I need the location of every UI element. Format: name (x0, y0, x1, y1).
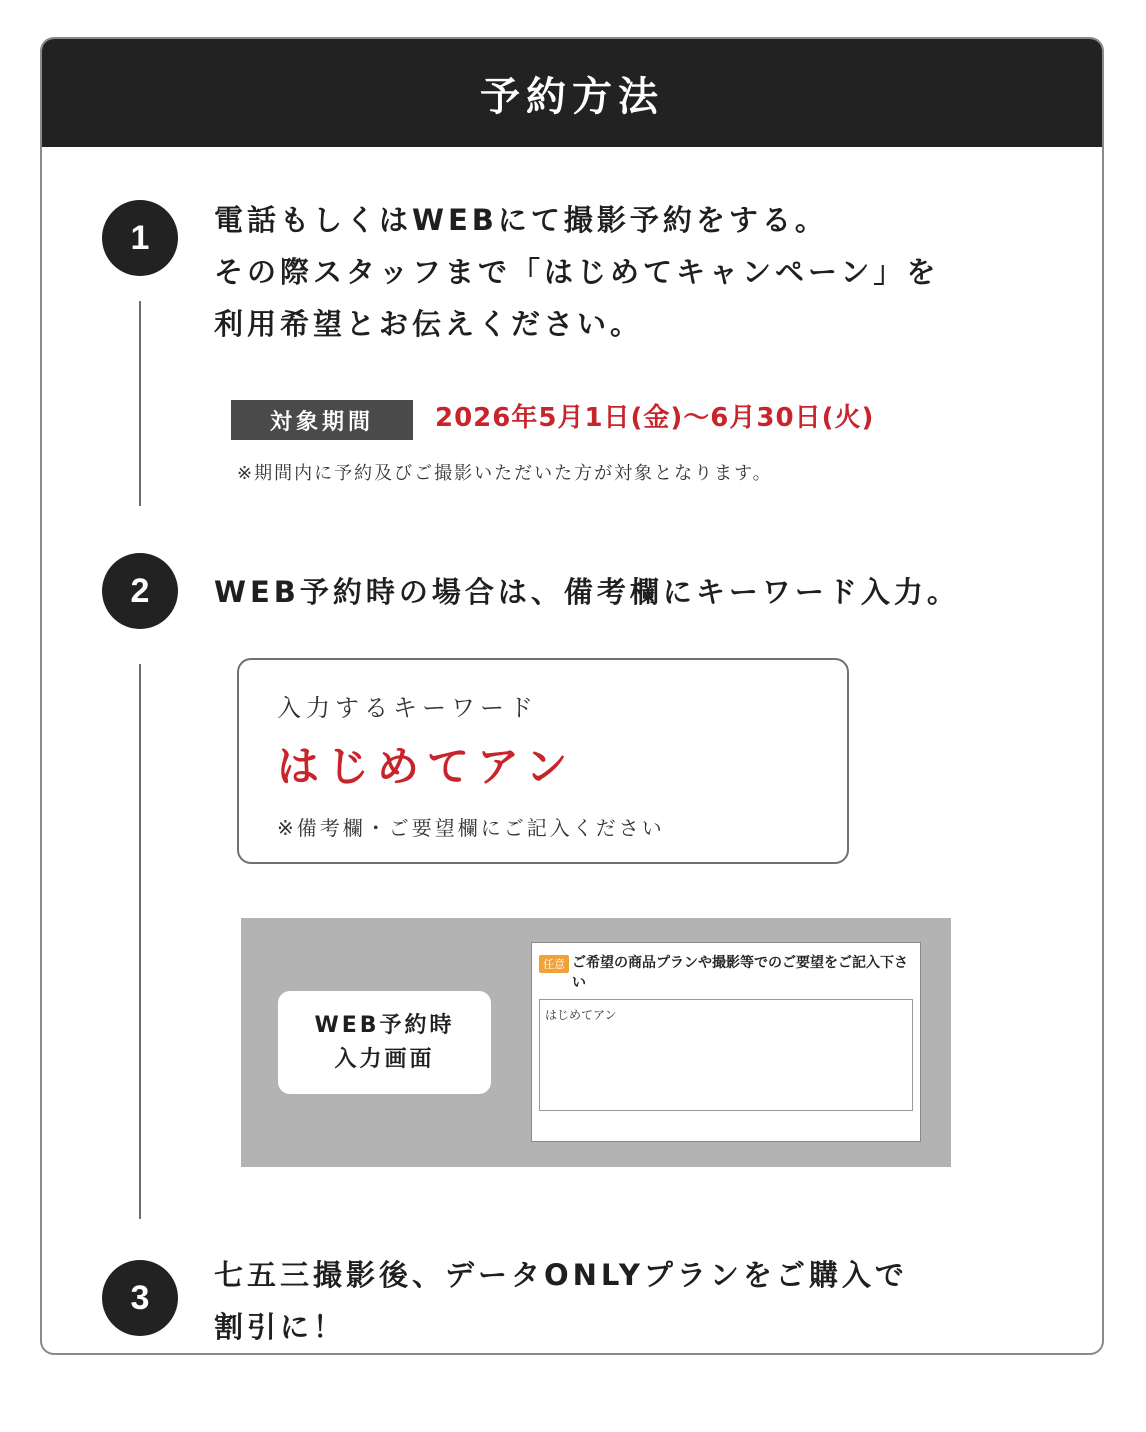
period-badge: 対象期間 (231, 400, 413, 440)
keyword-note: ※備考欄・ご要望欄にご記入ください (277, 816, 665, 840)
step-1-number: 1 (102, 200, 178, 276)
step-1-text (214, 194, 939, 350)
form-screenshot (531, 942, 921, 1142)
period-dates: 2026年5月1日(金)〜6月30日(火) (435, 403, 875, 433)
step-1-line-3: 利用希望とお伝えください。 (214, 307, 644, 341)
step-3-line-2: 割引に！ (214, 1310, 347, 1344)
web-screen-label-line-1: WEB予約時 (314, 1012, 455, 1038)
step-1-connector (139, 301, 141, 506)
web-screen-label-line-2: 入力画面 (334, 1046, 435, 1072)
step-2-text (214, 566, 960, 618)
step-1-line-2: その際スタッフまで「はじめてキャンペーン」を (214, 255, 940, 289)
period-note: ※期間内に予約及びご撮影いただいた方が対象となります。 (237, 463, 773, 484)
optional-tag: 任意 (539, 955, 569, 973)
reservation-card (40, 37, 1104, 1355)
web-screen-example (241, 918, 951, 1167)
remarks-textarea: はじめてアン (539, 999, 913, 1111)
step-3-text (214, 1249, 908, 1353)
step-2-number: 2 (102, 553, 178, 629)
step-3-line-1: 七五三撮影後、データONLYプランをご購入で (214, 1258, 908, 1292)
keyword-label: 入力するキーワード (277, 694, 538, 722)
web-screen-label (278, 991, 491, 1094)
step-3-number: 3 (102, 1260, 178, 1336)
step-2-connector (139, 664, 141, 1219)
keyword-value: はじめてアン (277, 742, 576, 791)
keyword-box (237, 658, 849, 864)
card-header (42, 39, 1102, 147)
step-1-line-1: 電話もしくはWEBにて撮影予約をする。 (214, 203, 828, 237)
page-title: 予約方法 (480, 73, 664, 120)
form-field-label: ご希望の商品プランや撮影等でのご要望をご記入下さい (572, 955, 908, 991)
step-2-line-1: WEB予約時の場合は、備考欄にキーワード入力。 (214, 575, 960, 609)
